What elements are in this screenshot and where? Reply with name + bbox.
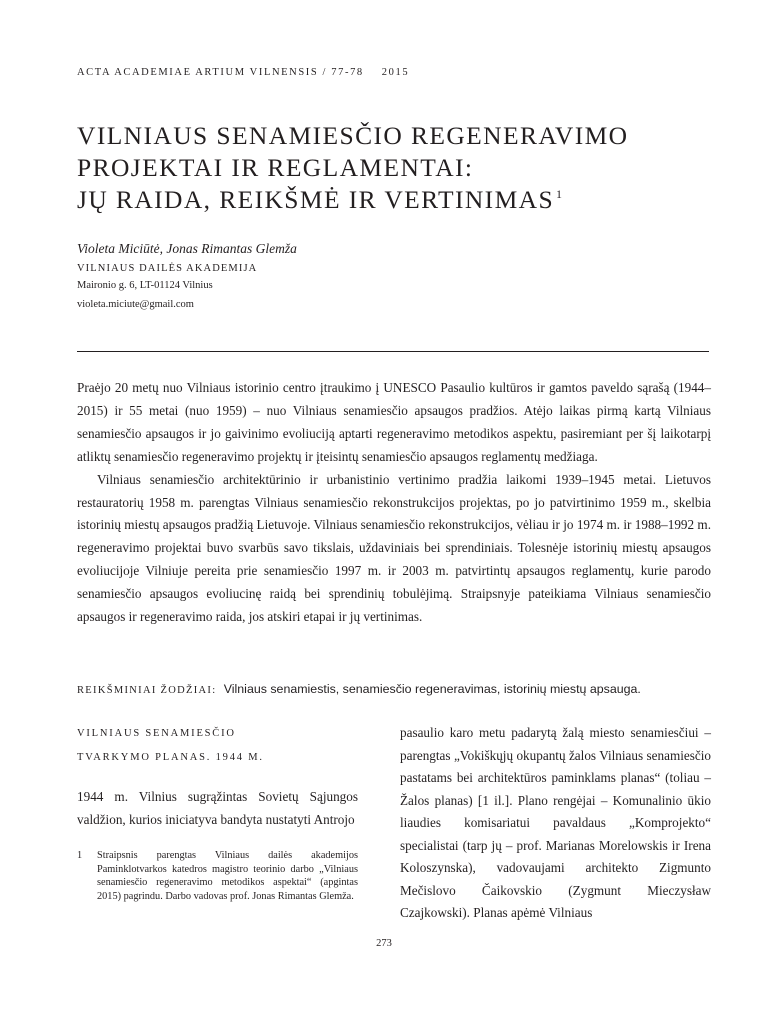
footnote: [77, 849, 358, 903]
abstract: [77, 377, 711, 629]
author-email[interactable]: violeta.miciute@gmail.com: [77, 299, 194, 310]
author-address: Maironio g. 6, LT-01124 Vilnius: [77, 280, 213, 291]
journal-name: ACTA ACADEMIAE ARTIUM VILNENSIS / 77-78: [77, 67, 364, 78]
section-heading-line-2: TVARKYMO PLANAS. 1944 M.: [77, 752, 264, 763]
keywords: [77, 681, 641, 697]
author-names: Violeta Miciūtė, Jonas Rimantas Glemža: [77, 241, 297, 256]
title-line-1: VILNIAUS SENAMIESČIO REGENERAVIMO: [77, 121, 629, 150]
keywords-text: Vilniaus senamiestis, senamiesčio regeneravimas, istorinių miestų apsauga.: [223, 682, 641, 696]
journal-year: 2015: [381, 67, 410, 78]
body-text-left-column: 1944 m. Vilnius sugrąžintas Sovietų Sąjungos valdžion, kurios iniciatyva bandyta nustatyti Antrojo: [77, 789, 358, 827]
running-head: [77, 67, 409, 78]
author-affiliation: VILNIAUS DAILĖS AKADEMIJA: [77, 263, 258, 274]
header-divider: [77, 351, 709, 352]
title-footnote-ref[interactable]: 1: [556, 187, 563, 201]
page-number: 273: [376, 938, 392, 949]
footnote-text: Straipsnis parengtas Vilniaus dailės akademijos Paminklotvarkos katedros magistro teorinio darbo „Vilniaus senamiesčio regeneravimo metodikos aspektai“ (apgintas 2015) pagrindu. Darbo vadovas prof. Jonas Rimantas Glemža.: [97, 850, 358, 902]
footnote-number: 1: [77, 850, 83, 861]
title-line-3: [77, 184, 717, 216]
keywords-label: REIKŠMINIAI ŽODŽIAI:: [77, 685, 217, 696]
article-title: [77, 120, 717, 216]
title-line-3-text: JŲ RAIDA, REIKŠMĖ IR VERTINIMAS: [77, 185, 555, 214]
section-heading-line-1: VILNIAUS SENAMIESČIO: [77, 728, 236, 739]
section-heading: [77, 722, 264, 770]
abstract-paragraph-1: Praėjo 20 metų nuo Vilniaus istorinio centro įtraukimo į UNESCO Pasaulio kultūros ir gamtos paveldo sąrašą (1944–2015) ir 55 metai (nuo 1959) – nuo Vilniaus senamiesčio apsaugos pradžios. Atėjo laikas pirmą kartą Vilniaus senamiesčio apsaugos ir jo gaivinimo evoliuciją aptarti regeneravimo metodikos aspektu, pasiremiant per šį laikotarpį atliktų senamiesčio regeneravimo projektų ir įteisintų senamiesčio apsaugos reglamentų medžiaga.: [77, 380, 711, 464]
abstract-paragraph-2: Vilniaus senamiesčio architektūrinio ir urbanistinio vertinimo pradžia laikomi 1939–1945 metai. Lietuvos restauratorių 1958 m. parengtas Vilniaus senamiesčio rekonstrukcijos projektas, po jo patvirtinimo 1959 m., skelbia istorinių miestų apsaugos pradžią Lietuvoje. Vilniaus senamiesčio rekonstrukcijos, vėliau ir jo 1974 m. ir 1988–1992 m. regeneravimo projektai buvo svarbūs savo tikslais, uždaviniais bei sprendiniais. Tolesnėje istorinių miestų apsaugos evoliucijoje Vilniuje pereita prie senamiesčio 1997 m. ir 2003 m. patvirtintų apsaugos reglamentų, kurie parodo senamiesčio apsaugos evoliucinę raidą bei sprendinių tobulėjimą. Straipsnyje pateikiama Vilniaus senamiesčio apsaugos ir regeneravimo raida, jos atskiri etapai ir jų vertinimas.: [77, 471, 711, 625]
body-text-right-column: pasaulio karo metu padarytą žalą miesto senamiesčiui – parengtas „Vokiškųjų okupantų žalos Vilniaus senamiesčio pastatams bei architektūros paminklams planas“ (toliau – Žalos planas) [1 il.]. Plano rengėjai – Komunalinio ūkio liaudies komisariatui pavaldaus „Komprojekto“ specialistai (tarp jų – prof. Marianas Morelowskis ir Irena Koloszynska), vadovaujami architekto Zigmunto Mečislovo Čaikovskio (Zygmunt Mieczysław Czajkowski). Planas apėmė Vilniaus: [400, 725, 711, 920]
title-line-2: PROJEKTAI IR REGLAMENTAI:: [77, 153, 474, 182]
